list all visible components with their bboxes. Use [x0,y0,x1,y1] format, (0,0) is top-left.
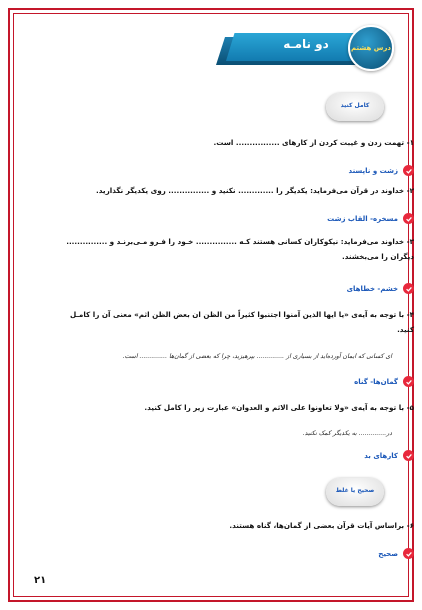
answer-text-6: صحیح [378,549,398,558]
check-icon [403,548,414,559]
answer-4 [354,376,414,387]
lesson-title: دو نامـه [283,37,329,51]
hint-4: ای کسانی که ایمان آورده‌اید از بسیاری از .............. بپرهیزید، چرا که بعضی از گمان‌ها .............. است. [122,353,392,360]
hint-5: در.............. به یکدیگر کمک نکنید. [302,430,392,437]
page-number: ۲۱ [34,575,47,586]
section-badge-fill-blank [326,93,384,121]
lesson-banner [216,25,400,73]
answer-text-5: کارهای بد [364,451,398,460]
section-title-fill-blank: کامل کنید [340,102,370,109]
check-icon [403,376,414,387]
answer-text-1: زشت و ناپسند [348,166,398,175]
check-icon [403,213,414,224]
answer-text-4: گمان‌ها- گناه [354,377,398,386]
question-6: ۶- براساس آیات قرآن بعضی از گمان‌ها، گناه هستند. [229,521,414,530]
question-2: ۲- خداوند در قرآن می‌فرماید: یکدیگر را ............. نکنید و ............... روی یکدیگر نگذارید. [96,186,414,195]
answer-6 [378,548,414,559]
check-icon [403,283,414,294]
section-title-true-false: صحیح یا غلط [335,487,375,494]
answer-3 [347,283,414,294]
check-icon [403,450,414,461]
answer-text-3: خشم- خطاهای [346,284,398,293]
answer-2 [327,213,414,224]
answer-text-2: مسخره- القاب زشت [327,214,398,223]
lesson-number-badge [348,25,394,71]
answer-1 [349,165,414,176]
question-5: ۵- با توجه به آیه‌ی «ولا تعاونوا علی الاثم و العدوان» عبارت زیر را کامل کنید. [144,403,414,412]
question-3: ۳- خداوند می‌فرماید: نیکوکاران کسانی هستند کـه ............... خـود را فـرو مـی‌برنـد و ............... دیگران را می‌بخشند. [66,237,414,261]
question-1: ۱- تهمت زدن و غیبت کردن از کارهای ................ است. [213,138,414,147]
section-badge-true-false [326,478,384,506]
lesson-number: درس هشتم [350,44,392,52]
answer-5 [364,450,414,461]
check-icon [403,165,414,176]
question-4: ۴- با توجه به آیه‌ی «یا ایها الذین آمنوا اجتنبوا کثیراً من الظن ان بعض الظن اثم» معنی آن را کامـل کنید. [70,310,414,334]
